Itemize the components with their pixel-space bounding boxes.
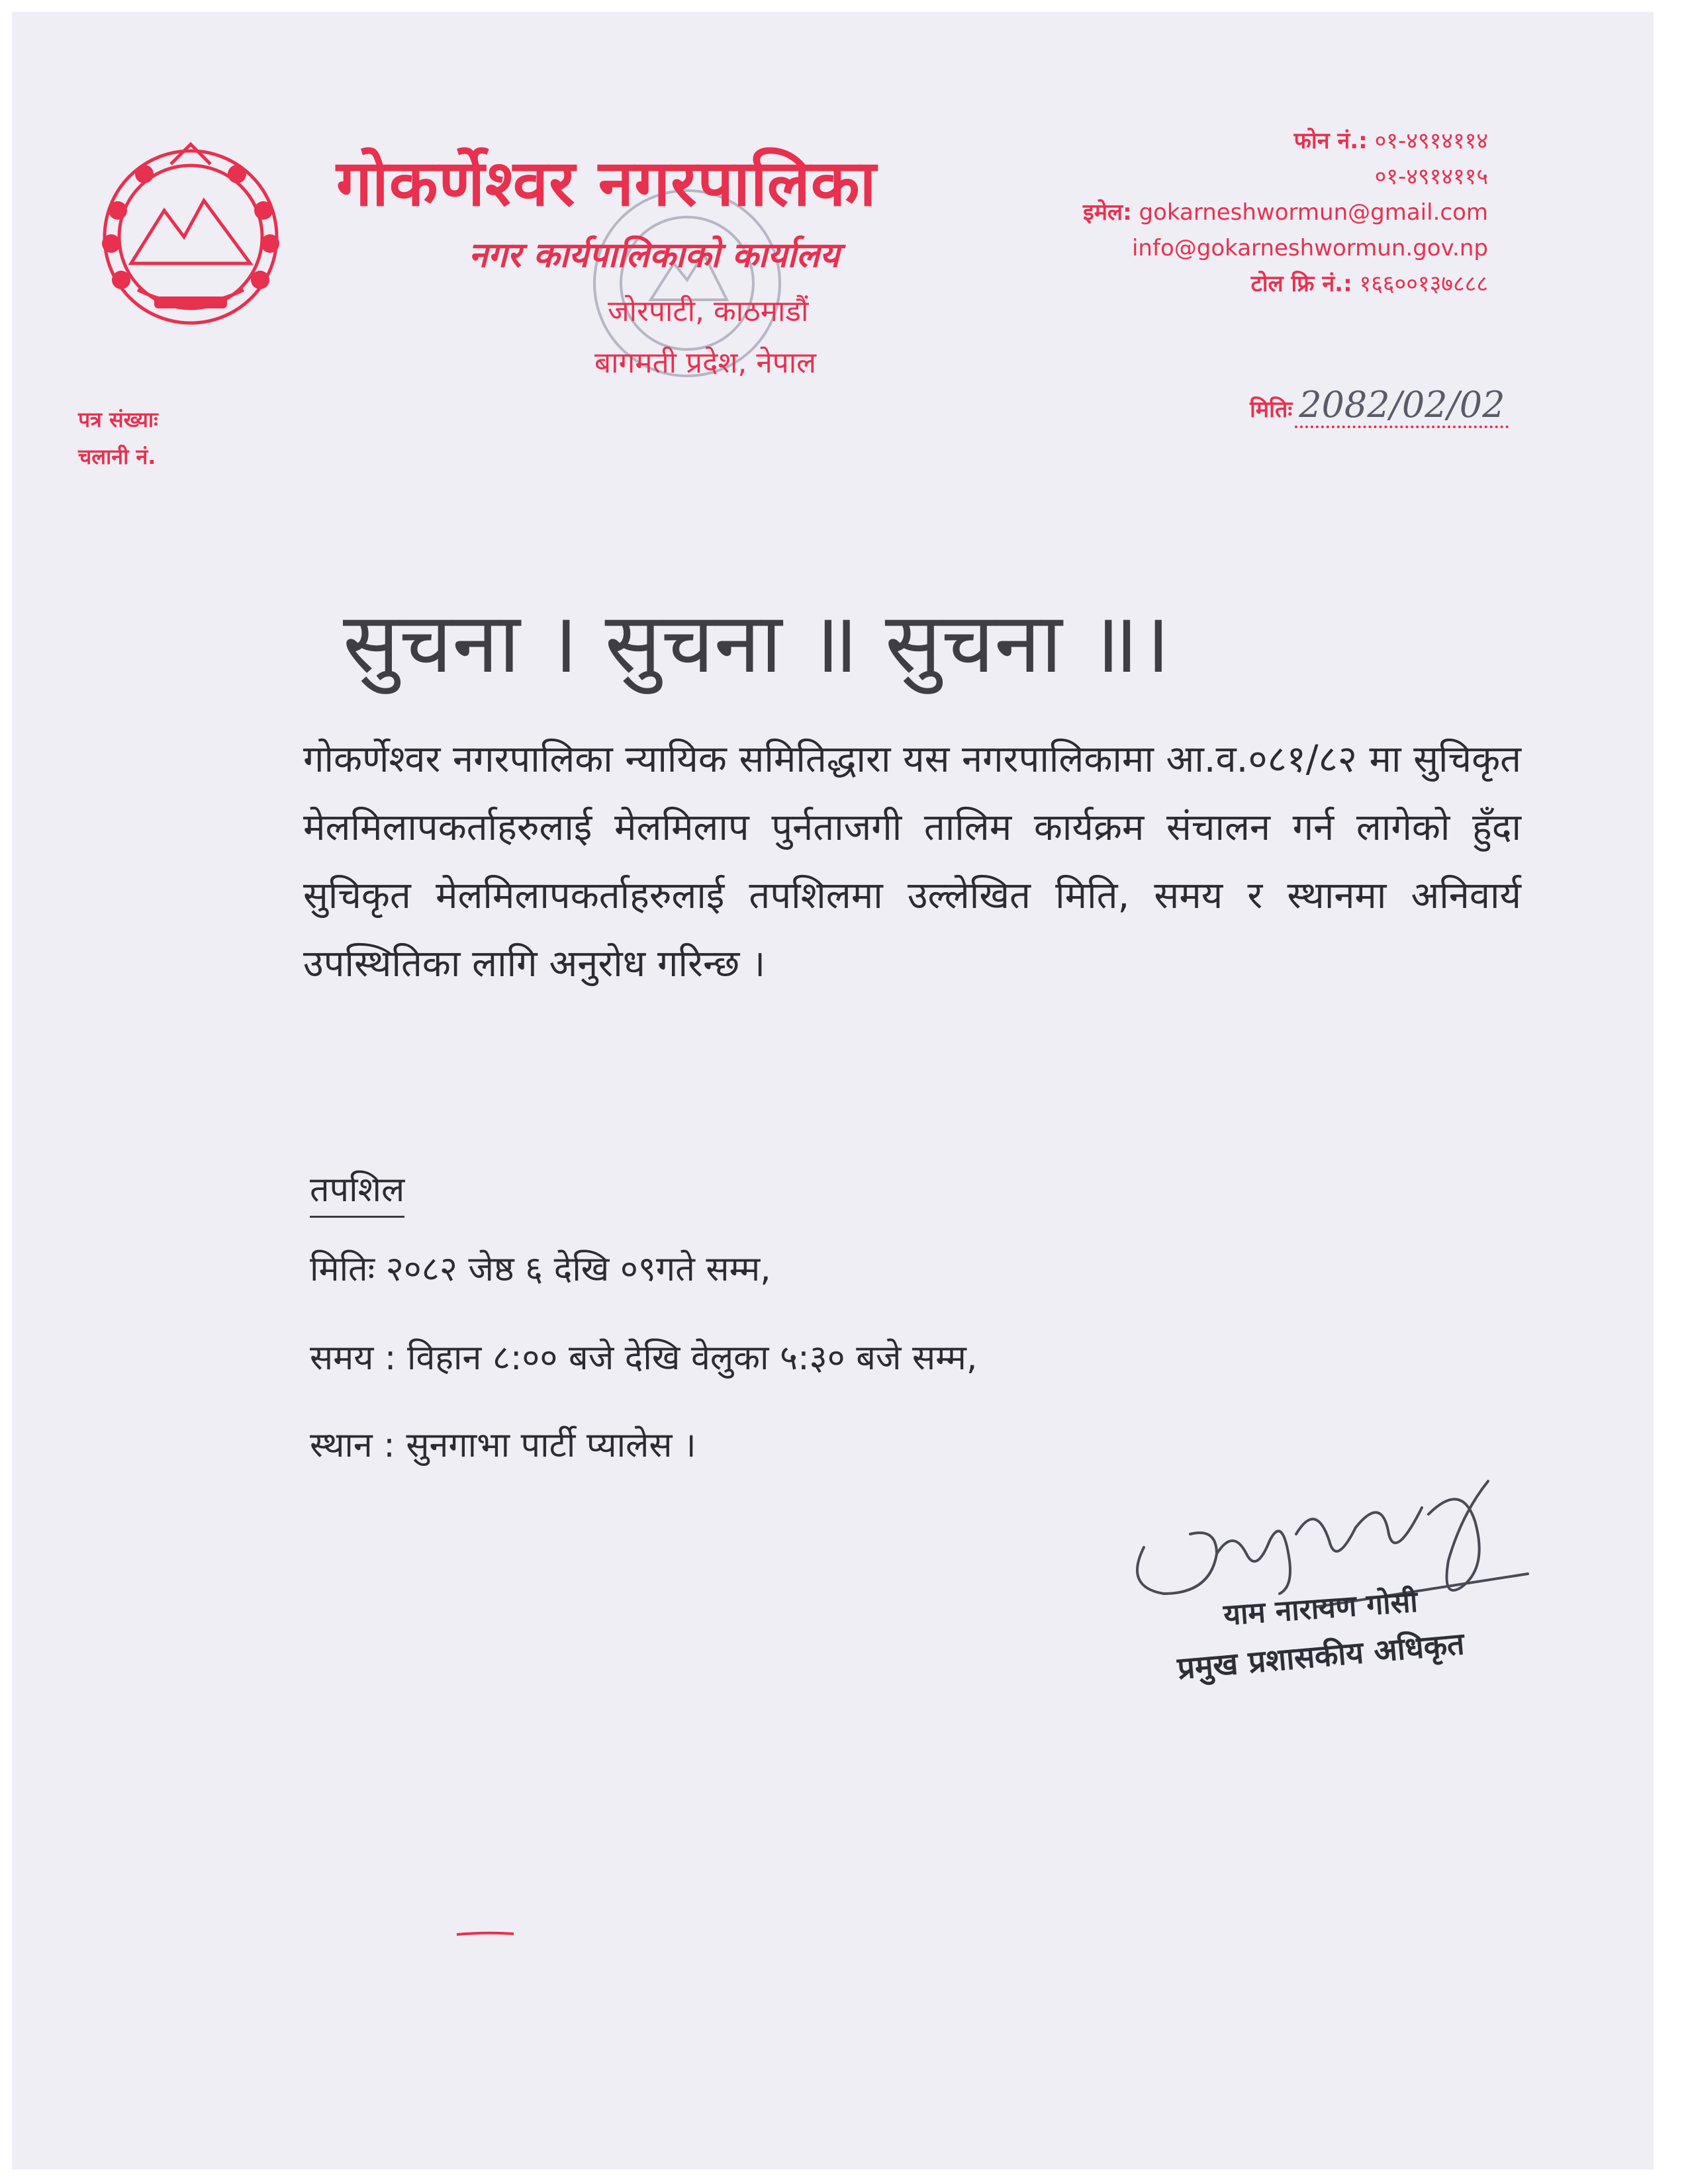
signatory-name: याम नारायण गोसी [1222, 1584, 1419, 1633]
notice-heading: सुचना । सुचना ॥ सुचना ॥। [343, 594, 1170, 692]
tollfree-number: १६६००१३७८८८ [1359, 271, 1488, 297]
detail-date: मितिः २०८२ जेष्ठ ६ देखि ०९गते सम्म, [310, 1250, 771, 1289]
detail-time: समय : विहान ८:०० बजे देखि वेलुका ५:३० बजे सम्म, [310, 1338, 978, 1378]
signatory-title: प्रमुख प्रशासकीय अधिकृत [1176, 1625, 1466, 1686]
office-name: नगर कार्यपालिकाको कार्यालय [469, 236, 840, 275]
org-name: गोकर्णेश्वर नगरपालिका [336, 146, 877, 220]
nepal-emblem-icon [91, 138, 290, 336]
date-value: 2082/02/02 [1295, 384, 1509, 428]
dispatch-number-label: चलानी नं. [78, 444, 156, 469]
email-row-2 [1083, 230, 1488, 266]
date-label: मितिः [1250, 396, 1293, 423]
tollfree-row [1083, 266, 1488, 302]
detail-venue: स्थान : सुनगाभा पार्टी प्यालेस । [310, 1426, 696, 1465]
letter-page [12, 12, 1654, 2169]
phone-1: ०१-४९१४११४ [1374, 128, 1488, 154]
letter-number-label: पत्र संख्याः [78, 407, 158, 432]
email-row-1 [1083, 195, 1488, 230]
notice-body: गोकर्णेश्वर नगरपालिका न्यायिक समितिद्धारा यस नगरपालिकामा आ.व.०८१/८२ मा सुचिकृत मेलमिलापकर्ताहरुलाई मेलमिलाप पुर्नताजगी तालिम कार्यक्रम संचालन गर्न लागेको हुँदा सुचिकृत मेलमिलापकर्ताहरुलाई तपशिलमा उल्लेखित मिति, समय र स्थानमा अनिवार्य उपस्थितिका लागि अनुरोध गरिन्छ । [303, 738, 1521, 985]
phone-2: ०१-४९१४११५ [1374, 163, 1488, 190]
address-line-2: बागमती प्रदेश, नेपाल [594, 346, 816, 380]
date-block [1250, 384, 1509, 428]
tollfree-label: टोल फ्रि नं.: [1250, 271, 1352, 297]
email-2: info@gokarneshwormun.gov.np [1131, 235, 1488, 261]
email-1: gokarneshwormun@gmail.com [1139, 199, 1488, 226]
details-title: तपशिल [310, 1165, 404, 1218]
address-line-1: जोरपाटी, काठमाडौं [608, 295, 809, 328]
phone-row-2 [1083, 159, 1488, 195]
pen-mark-icon [455, 1931, 515, 1936]
letter-meta [78, 401, 158, 475]
contact-block [1083, 123, 1488, 302]
phone-label: फोन नं.: [1293, 128, 1368, 154]
email-label: इमेल: [1083, 199, 1132, 226]
phone-row-1 [1083, 123, 1488, 159]
